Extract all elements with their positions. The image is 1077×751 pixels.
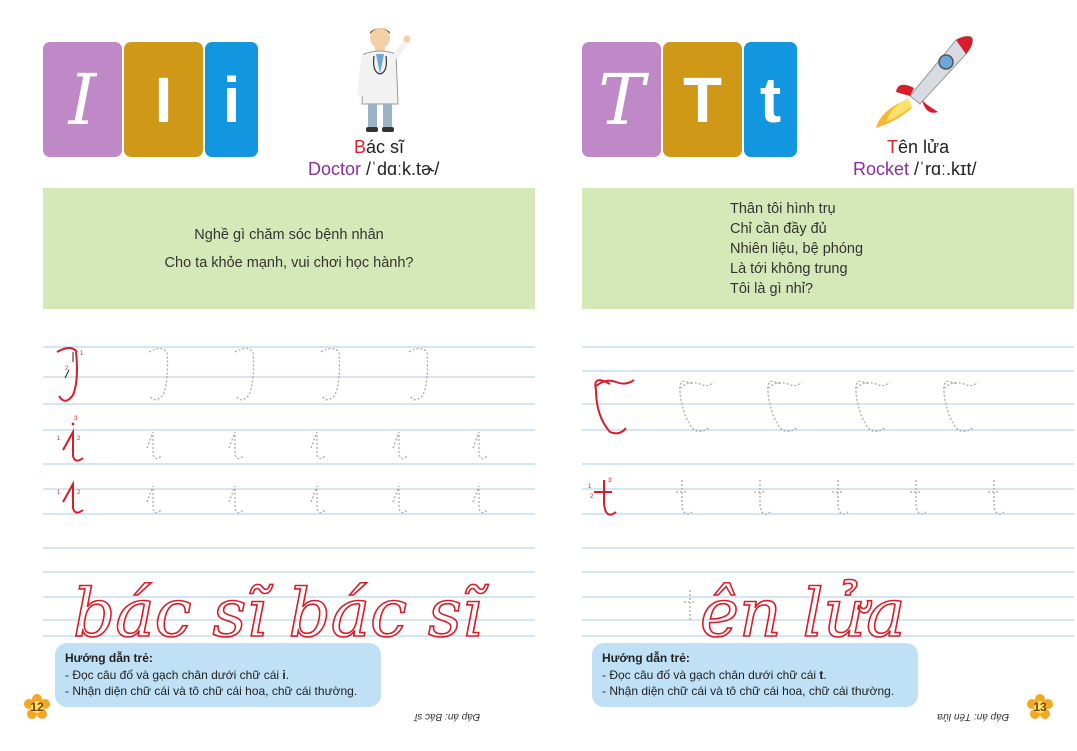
tile-print-capital-t: T <box>663 42 742 157</box>
instruction-letter: i <box>282 668 286 682</box>
instruction-line-1 <box>65 668 371 682</box>
riddle-line: Cho ta khỏe mạnh, vui chơi học hành? <box>164 254 414 271</box>
instruction-text: . <box>823 668 827 682</box>
word-english-ipa <box>308 159 439 180</box>
page-number-badge <box>24 694 50 720</box>
rocket-illustration <box>876 30 976 130</box>
instruction-line-2: - Nhận diện chữ cái và tô chữ cái hoa, chữ cái thường. <box>602 684 895 698</box>
stroke-number: 2 <box>77 436 81 442</box>
instruction-text: - Đọc câu đố và gạch chân dưới chữ cái <box>65 668 283 682</box>
word-rest: ác sĩ <box>366 137 405 157</box>
riddle-line: Chỉ cần đầy đủ <box>730 220 827 237</box>
tile-print-lowercase-t: t <box>744 42 797 157</box>
stroke-number: 1 <box>80 351 84 357</box>
instruction-text: - Đọc câu đố và gạch chân dưới chữ cái <box>602 668 820 682</box>
handwriting-practice-area <box>43 340 535 640</box>
stroke-number: 3 <box>74 416 78 422</box>
instructions-box <box>55 643 381 707</box>
page-number: 12 <box>30 700 44 714</box>
word-english: Rocket <box>853 159 910 179</box>
riddle-line: Thân tôi hình trụ <box>730 200 836 217</box>
riddle-box <box>582 188 1074 309</box>
row-capital-i <box>57 348 428 401</box>
riddle-box <box>43 188 535 309</box>
word-vietnamese <box>887 137 949 158</box>
left-page <box>0 0 538 751</box>
stroke-number: 1 <box>57 490 61 496</box>
riddle-line: Tôi là gì nhỉ? <box>730 280 814 297</box>
right-page <box>539 0 1077 751</box>
tile-cursive-capital-t: T <box>582 42 661 157</box>
handwriting-word: ên lửa <box>700 575 906 640</box>
word-english-ipa <box>853 159 976 180</box>
tile-print-capital-i: I <box>124 42 203 157</box>
handwriting-practice-area <box>582 340 1074 640</box>
handwriting-word: bác sĩ bác sĩ <box>73 575 484 640</box>
word-ipa: /ˈdɑːk.tɚ/ <box>361 159 440 179</box>
row-lowercase-t <box>588 478 1004 515</box>
word-first-letter: B <box>354 137 367 157</box>
answer-upside-down: Đáp án: Tên lửa <box>937 711 1009 722</box>
instruction-line-1 <box>602 668 908 682</box>
tile-print-lowercase-i: i <box>205 42 258 157</box>
instruction-letter: t <box>819 668 824 682</box>
page-number: 13 <box>1033 700 1047 714</box>
row-capital-t <box>595 380 978 433</box>
instruction-text: . <box>285 668 290 682</box>
word-first-letter: T <box>887 137 898 157</box>
stroke-number: 2 <box>77 490 81 496</box>
tile-cursive-capital-i: I <box>43 42 122 157</box>
answer-upside-down: Đáp án: Bác sĩ <box>415 711 481 722</box>
instructions-title: Hướng dẫn trẻ: <box>602 651 690 665</box>
instructions-title: Hướng dẫn trẻ: <box>65 651 153 665</box>
stroke-number: 1 <box>588 484 592 490</box>
word-english: Doctor <box>308 159 362 179</box>
riddle-line: Nhiên liệu, bệ phóng <box>730 240 864 257</box>
riddle-line: Nghề gì chăm sóc bệnh nhân <box>194 226 384 243</box>
traced-t <box>684 590 696 622</box>
instruction-line-2: - Nhận diện chữ cái và tô chữ cái hoa, chữ cái thường. <box>65 684 358 698</box>
instructions-box <box>592 643 918 707</box>
word-ipa: /ˈrɑː.kɪt/ <box>909 159 977 179</box>
stroke-number: 2 <box>590 494 594 500</box>
stroke-number: 3 <box>608 478 612 484</box>
doctor-illustration <box>352 24 412 134</box>
stroke-number: 2 <box>65 366 69 372</box>
word-rest: ên lửa <box>898 137 950 157</box>
stroke-number: 1 <box>57 436 61 442</box>
word-vietnamese <box>354 137 404 158</box>
riddle-line: Là tới không trung <box>730 260 848 277</box>
page-number-badge <box>1027 694 1053 720</box>
